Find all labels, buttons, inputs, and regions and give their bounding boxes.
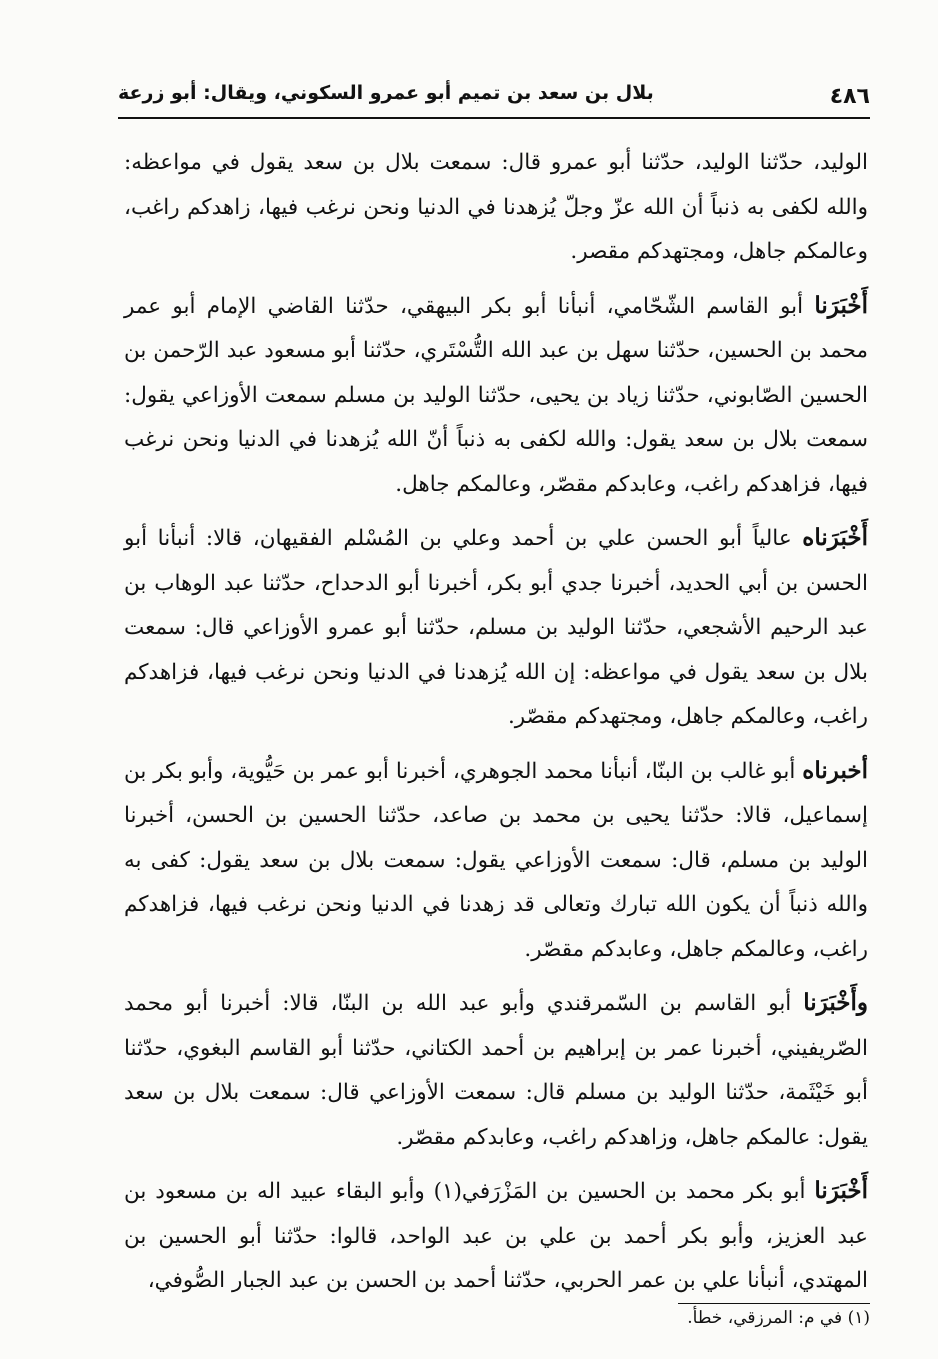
paragraph-lead: أَخْبَرَنا [814,1177,868,1204]
paragraph [124,140,868,275]
paragraph [124,981,868,1160]
page-header [118,76,870,116]
footnote: (١) في م: المرزقي، خطأ. [687,1308,870,1328]
paragraph [124,284,868,508]
paragraph-lead: وأَخْبَرَنا [803,989,868,1016]
paragraph-lead: أَخْبَرَناه [802,524,868,551]
paragraph [124,516,868,740]
page-number: ٤٨٦ [829,84,870,109]
running-title: بلال بن سعد بن تميم أبو عمرو السكوني، ويقال: أبو زرعة [118,82,654,104]
paragraph [124,749,868,973]
header-divider [118,117,870,119]
paragraph-text: أبو غالب بن البنّا، أنبأنا محمد الجوهري، أخبرنا أبو عمر بن حَيُّوية، وأبو بكر بن إسماعيل، قالا: حدّثنا يحيى بن محمد بن صاعد، حدّثنا الحسين بن الحسن، أخبرنا الوليد بن مسلم، قال: سمعت الأوزاعي يقول: سمعت بلال بن سعد يقول: كفى به والله ذنباً أن يكون الله تبارك وتعالى قد زهدنا في الدنيا ونحن نرغب فيها، فزاهدكم راغب، وعالمكم جاهل، وعابدكم مقصّر. [124,758,868,962]
paragraph-text: أبو القاسم الشّحّامي، أنبأنا أبو بكر البيهقي، حدّثنا القاضي الإمام أبو عمر محمد بن الحسين، حدّثنا سهل بن عبد الله التُّسْتَري، حدّثنا أبو مسعود عبد الرّحمن بن الحسين الصّابوني، حدّثنا زياد بن يحيى، حدّثنا الوليد بن مسلم سمعت الأوزاعي يقول: سمعت بلال بن سعد يقول: والله لكفى به ذنباً أنّ الله يُزهدنا في الدنيا ونحن نرغب فيها، فزاهدكم راغب، وعابدكم مقصّر، وعالمكم جاهل. [124,293,868,497]
paragraph-text: عالياً أبو الحسن علي بن أحمد وعلي بن المُسْلم الفقيهان، قالا: أنبأنا أبو الحسن بن أبي الحديد، أخبرنا جدي أبو بكر، أخبرنا أبو الدحداح، حدّثنا عبد الوهاب بن عبد الرحيم الأشجعي، حدّثنا الوليد بن مسلم، حدّثنا أبو عمرو الأوزاعي قال: سمعت بلال بن سعد يقول في مواعظه: إن الله يُزهدنا في الدنيا ونحن نرغب فيها، فزاهدكم راغب، وعالمكم جاهل، ومجتهدكم مقصّر. [124,526,868,729]
body-text [124,140,868,1313]
paragraph-lead: أَخْبَرَنا [814,291,868,319]
paragraph-text: أبو القاسم بن السّمرقندي وأبو عبد الله بن البنّا، قالا: أخبرنا أبو محمد الصّريفيني، أخبرنا عمر بن إبراهيم بن أحمد الكتاني، حدّثنا أبو القاسم البغوي، حدّثنا أبو خَيْثَمة، حدّثنا الوليد بن مسلم قال: سمعت الأوزاعي قال: سمعت بلال بن سعد يقول: عالمكم جاهل، وزاهدكم راغب، وعابدكم مقصّر. [124,991,868,1150]
footnote-divider [678,1303,870,1304]
paragraph-text: أبو بكر محمد بن الحسين بن المَزْرَفي(١) وأبو البقاء عبيد اله بن مسعود بن عبد العزيز، وأبو بكر أحمد بن علي بن عبد الواحد، قالوا: حدّثنا أبو الحسين بن المهتدي، أنبأنا علي بن عمر الحربي، حدّثنا أحمد بن الحسن بن عبد الجبار الصُّوفي، [124,1179,868,1293]
paragraph-text: الوليد، حدّثنا الوليد، حدّثنا أبو عمرو قال: سمعت بلال بن سعد يقول في مواعظه: والله لكفى به ذنباً أن الله عزّ وجلّ يُزهدنا في الدنيا ونحن نرغب فيها، زاهدكم راغب، وعالمكم جاهل، ومجتهدكم مقصر. [124,150,868,264]
paragraph [124,1169,868,1304]
paragraph-lead: أخبرناه [802,756,868,784]
